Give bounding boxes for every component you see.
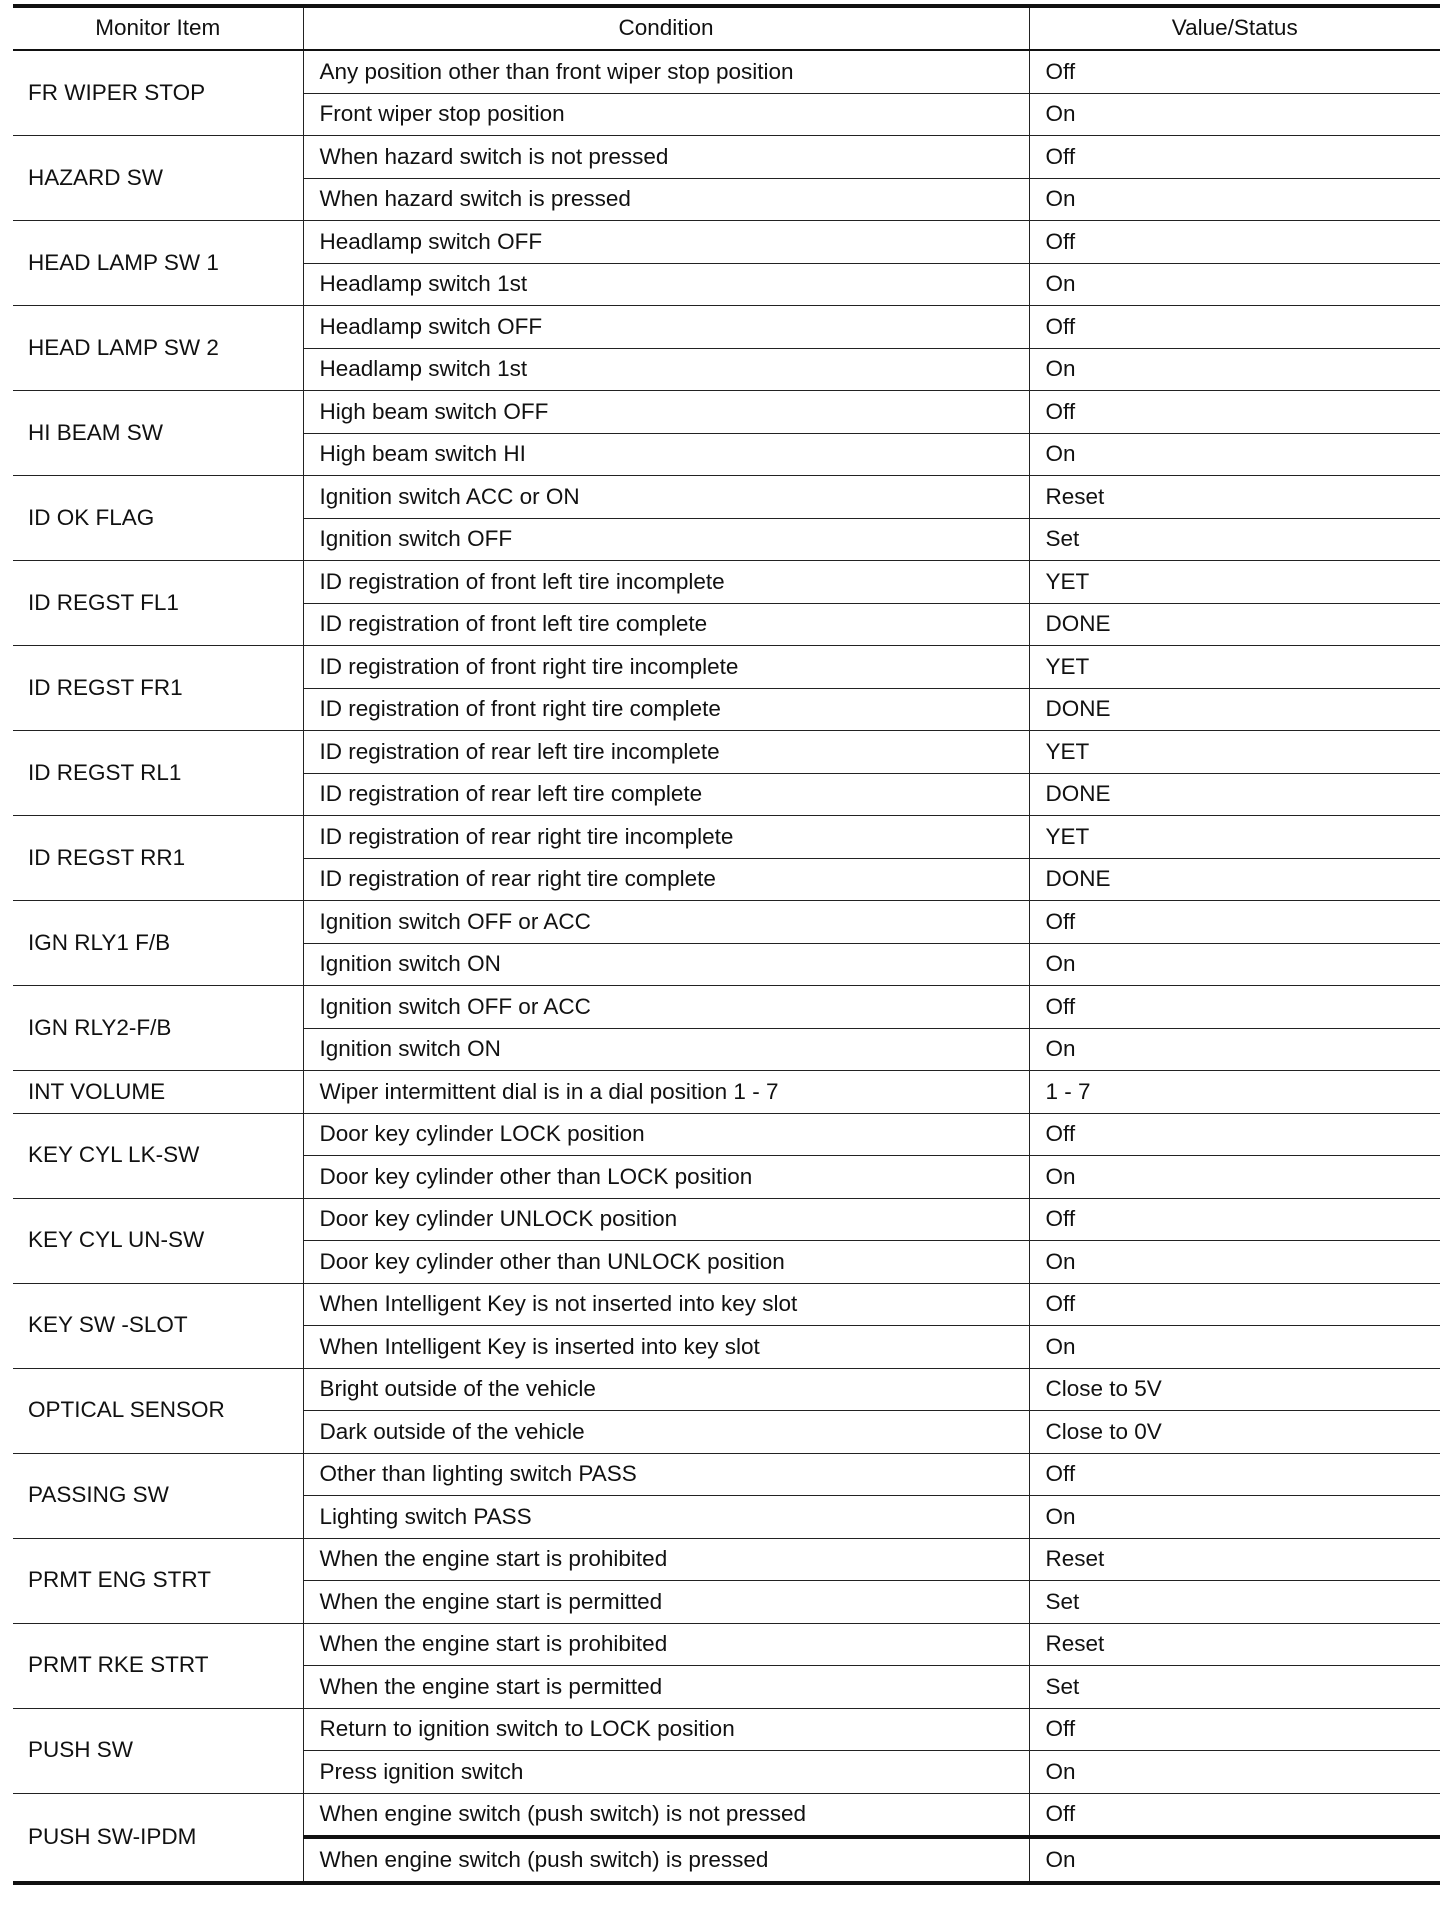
value-status-cell: Off (1029, 901, 1440, 944)
condition-cell: Any position other than front wiper stop position (303, 50, 1029, 93)
condition-cell: Ignition switch OFF (303, 518, 1029, 561)
table-row (13, 391, 1440, 434)
condition-cell: When hazard switch is pressed (303, 178, 1029, 221)
value-status-cell: Off (1029, 391, 1440, 434)
value-status-cell: Set (1029, 1581, 1440, 1624)
condition-cell: ID registration of rear right tire incomplete (303, 816, 1029, 859)
value-status-cell: On (1029, 1751, 1440, 1794)
value-status-cell: On (1029, 348, 1440, 391)
condition-cell: Ignition switch OFF or ACC (303, 901, 1029, 944)
value-status-cell: Set (1029, 1666, 1440, 1709)
condition-cell: ID registration of front left tire complete (303, 603, 1029, 646)
header-monitor-item: Monitor Item (13, 6, 303, 50)
value-status-cell: YET (1029, 646, 1440, 689)
table-row (13, 1368, 1440, 1411)
value-status-cell: On (1029, 1326, 1440, 1369)
monitor-item-name: IGN RLY2-F/B (13, 986, 303, 1071)
value-status-cell: On (1029, 433, 1440, 476)
table-row (13, 306, 1440, 349)
monitor-item-name: HAZARD SW (13, 136, 303, 221)
table-row (13, 50, 1440, 93)
condition-cell: ID registration of front right tire incomplete (303, 646, 1029, 689)
condition-cell: Lighting switch PASS (303, 1496, 1029, 1539)
value-status-cell: On (1029, 93, 1440, 136)
monitor-item-name: INT VOLUME (13, 1071, 303, 1114)
condition-cell: Ignition switch ACC or ON (303, 476, 1029, 519)
condition-cell: Return to ignition switch to LOCK position (303, 1708, 1029, 1751)
value-status-cell: On (1029, 1156, 1440, 1199)
table-row (13, 136, 1440, 179)
monitor-item-name: KEY SW -SLOT (13, 1283, 303, 1368)
condition-cell: When Intelligent Key is inserted into key slot (303, 1326, 1029, 1369)
value-status-cell: DONE (1029, 603, 1440, 646)
value-status-cell: YET (1029, 816, 1440, 859)
value-status-cell: Reset (1029, 1538, 1440, 1581)
monitor-item-name: PRMT ENG STRT (13, 1538, 303, 1623)
value-status-cell: On (1029, 1028, 1440, 1071)
table-row (13, 646, 1440, 689)
condition-cell: When engine switch (push switch) is not pressed (303, 1793, 1029, 1837)
table-row (13, 221, 1440, 264)
condition-cell: Bright outside of the vehicle (303, 1368, 1029, 1411)
monitor-item-name: PASSING SW (13, 1453, 303, 1538)
condition-cell: When Intelligent Key is not inserted into key slot (303, 1283, 1029, 1326)
monitor-item-name: HI BEAM SW (13, 391, 303, 476)
table-row (13, 1283, 1440, 1326)
value-status-cell: Close to 5V (1029, 1368, 1440, 1411)
condition-cell: ID registration of front right tire complete (303, 688, 1029, 731)
monitor-item-name: HEAD LAMP SW 2 (13, 306, 303, 391)
value-status-cell: DONE (1029, 858, 1440, 901)
monitor-item-name: ID REGST RR1 (13, 816, 303, 901)
monitor-item-name: IGN RLY1 F/B (13, 901, 303, 986)
value-status-cell: On (1029, 263, 1440, 306)
table-row (13, 816, 1440, 859)
table-row (13, 1071, 1440, 1114)
table-row (13, 1793, 1440, 1837)
value-status-cell: On (1029, 1241, 1440, 1284)
monitor-item-table-container (13, 4, 1440, 1885)
table-row (13, 731, 1440, 774)
value-status-cell: Off (1029, 1708, 1440, 1751)
table-row (13, 1198, 1440, 1241)
value-status-cell: YET (1029, 731, 1440, 774)
condition-cell: When the engine start is prohibited (303, 1538, 1029, 1581)
monitor-item-name: ID REGST FR1 (13, 646, 303, 731)
value-status-cell: DONE (1029, 688, 1440, 731)
value-status-cell: Close to 0V (1029, 1411, 1440, 1454)
monitor-item-name: PRMT RKE STRT (13, 1623, 303, 1708)
table-row (13, 901, 1440, 944)
value-status-cell: Off (1029, 221, 1440, 264)
table-row (13, 1708, 1440, 1751)
monitor-item-name: KEY CYL UN-SW (13, 1198, 303, 1283)
condition-cell: Door key cylinder other than UNLOCK position (303, 1241, 1029, 1284)
condition-cell: Door key cylinder LOCK position (303, 1113, 1029, 1156)
monitor-item-name: ID OK FLAG (13, 476, 303, 561)
condition-cell: High beam switch HI (303, 433, 1029, 476)
table-row (13, 1623, 1440, 1666)
condition-cell: Headlamp switch OFF (303, 221, 1029, 264)
value-status-cell: Off (1029, 50, 1440, 93)
value-status-cell: Off (1029, 1283, 1440, 1326)
condition-cell: Other than lighting switch PASS (303, 1453, 1029, 1496)
value-status-cell: YET (1029, 561, 1440, 604)
value-status-cell: Off (1029, 136, 1440, 179)
table-header-row (13, 6, 1440, 50)
condition-cell: When the engine start is permitted (303, 1666, 1029, 1709)
condition-cell: ID registration of rear left tire complete (303, 773, 1029, 816)
value-status-cell: Off (1029, 306, 1440, 349)
value-status-cell: Off (1029, 1793, 1440, 1837)
table-body (13, 50, 1440, 1883)
value-status-cell: Off (1029, 1453, 1440, 1496)
table-row (13, 986, 1440, 1029)
value-status-cell: DONE (1029, 773, 1440, 816)
table-row (13, 1538, 1440, 1581)
monitor-item-name: FR WIPER STOP (13, 50, 303, 136)
condition-cell: Wiper intermittent dial is in a dial position 1 - 7 (303, 1071, 1029, 1114)
value-status-cell: On (1029, 1837, 1440, 1883)
condition-cell: Headlamp switch 1st (303, 263, 1029, 306)
value-status-cell: On (1029, 1496, 1440, 1539)
value-status-cell: Reset (1029, 476, 1440, 519)
condition-cell: Headlamp switch 1st (303, 348, 1029, 391)
value-status-cell: Off (1029, 1198, 1440, 1241)
condition-cell: When the engine start is prohibited (303, 1623, 1029, 1666)
condition-cell: When engine switch (push switch) is pressed (303, 1837, 1029, 1883)
condition-cell: High beam switch OFF (303, 391, 1029, 434)
monitor-item-name: ID REGST FL1 (13, 561, 303, 646)
table-row (13, 1453, 1440, 1496)
value-status-cell: Reset (1029, 1623, 1440, 1666)
value-status-cell: Set (1029, 518, 1440, 561)
value-status-cell: On (1029, 943, 1440, 986)
condition-cell: When the engine start is permitted (303, 1581, 1029, 1624)
condition-cell: Dark outside of the vehicle (303, 1411, 1029, 1454)
condition-cell: Ignition switch ON (303, 1028, 1029, 1071)
table-row (13, 561, 1440, 604)
table-row (13, 476, 1440, 519)
condition-cell: Door key cylinder UNLOCK position (303, 1198, 1029, 1241)
condition-cell: Headlamp switch OFF (303, 306, 1029, 349)
table-row (13, 1113, 1440, 1156)
monitor-item-name: PUSH SW-IPDM (13, 1793, 303, 1883)
condition-cell: Press ignition switch (303, 1751, 1029, 1794)
value-status-cell: 1 - 7 (1029, 1071, 1440, 1114)
value-status-cell: Off (1029, 986, 1440, 1029)
monitor-item-name: HEAD LAMP SW 1 (13, 221, 303, 306)
monitor-item-table (13, 4, 1440, 1885)
condition-cell: When hazard switch is not pressed (303, 136, 1029, 179)
header-value-status: Value/Status (1029, 6, 1440, 50)
condition-cell: Ignition switch OFF or ACC (303, 986, 1029, 1029)
value-status-cell: Off (1029, 1113, 1440, 1156)
value-status-cell: On (1029, 178, 1440, 221)
condition-cell: ID registration of rear left tire incomplete (303, 731, 1029, 774)
condition-cell: Door key cylinder other than LOCK position (303, 1156, 1029, 1199)
monitor-item-name: OPTICAL SENSOR (13, 1368, 303, 1453)
condition-cell: ID registration of rear right tire complete (303, 858, 1029, 901)
condition-cell: Front wiper stop position (303, 93, 1029, 136)
header-condition: Condition (303, 6, 1029, 50)
condition-cell: Ignition switch ON (303, 943, 1029, 986)
monitor-item-name: KEY CYL LK-SW (13, 1113, 303, 1198)
monitor-item-name: ID REGST RL1 (13, 731, 303, 816)
monitor-item-name: PUSH SW (13, 1708, 303, 1793)
condition-cell: ID registration of front left tire incomplete (303, 561, 1029, 604)
